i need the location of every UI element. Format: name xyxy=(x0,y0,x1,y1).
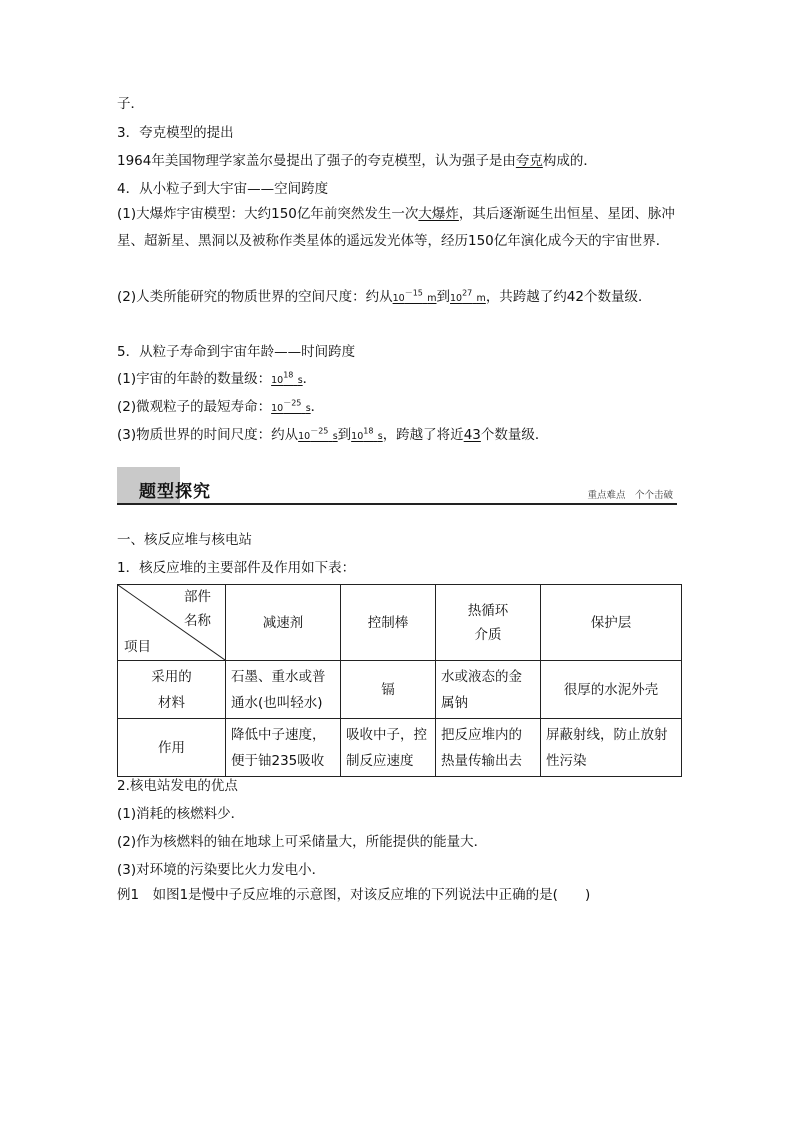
item-heading-3: 3．夸克模型的提出 xyxy=(117,125,234,141)
table-header-cell: 减速剂 xyxy=(226,585,341,661)
table-header-cell: 热循环 介质 xyxy=(436,585,541,661)
text-fragment: 构成的． xyxy=(542,153,597,169)
corner-label: 名称 xyxy=(184,613,211,629)
text-fragment: (1)大爆炸宇宙模型：大约150亿年前突然发生一次 xyxy=(117,206,419,222)
text-fragment: ． xyxy=(302,371,317,387)
text-fragment: ，其后逐渐诞生出恒星、星团、脉冲星、超新星、黑洞以及被称作类星体的遥远发光体等，经历150亿年演化成今天的宇宙世界． xyxy=(117,206,675,249)
fill-blank: $10^{27}$ m xyxy=(449,288,486,304)
text-fragment: 1964年美国物理学家盖尔曼提出了强子的夸克模型，认为强子是由 xyxy=(117,153,516,169)
table-header-row xyxy=(118,585,682,661)
table-row-label: 采用的 材料 xyxy=(118,661,226,719)
table-row-label: 作用 xyxy=(118,719,226,777)
item-heading-4: 4．从小粒子到大宇宙——空间跨度 xyxy=(117,181,329,197)
table-corner-cell xyxy=(118,585,226,661)
text-fragment: (3)物质世界的时间尺度：约从 xyxy=(117,427,299,443)
table-cell: 水或液态的金属钠 xyxy=(436,661,541,719)
corner-label: 项目 xyxy=(124,639,151,655)
fill-blank: $10^{-25}$ s xyxy=(271,398,311,414)
fill-blank: $10^{-25}$ s xyxy=(298,426,338,442)
part-heading: 一、核反应堆与核电站 xyxy=(117,532,252,548)
paragraph-space-scale xyxy=(117,284,682,312)
text-line xyxy=(117,398,324,418)
corner-label: 部件 xyxy=(184,589,211,605)
text-fragment: (1)宇宙的年龄的数量级： xyxy=(117,371,272,387)
table-row xyxy=(118,661,682,719)
section-header xyxy=(117,467,677,505)
table-cell: 吸收中子，控制反应速度 xyxy=(341,719,436,777)
fill-blank: 大爆炸 xyxy=(418,206,459,222)
text-line: (1)消耗的核燃料少． xyxy=(117,806,245,822)
table-cell: 把反应堆内的热量传输出去 xyxy=(436,719,541,777)
table-cell: 降低中子速度，便于铀235吸收 xyxy=(226,719,341,777)
text-line: 子． xyxy=(117,96,144,112)
section-tag: 重点难点 个个击破 xyxy=(587,490,673,501)
text-fragment: ，跨越了将近 xyxy=(382,427,464,443)
text-fragment: 到 xyxy=(436,289,450,305)
text-line: 1．核反应堆的主要部件及作用如下表： xyxy=(117,560,356,576)
item-heading-5: 5．从粒子寿命到宇宙年龄——时间跨度 xyxy=(117,344,356,360)
text-fragment: (2)微观粒子的最短寿命： xyxy=(117,399,272,415)
table-cell: 石墨、重水或普通水(也叫轻水) xyxy=(226,661,341,719)
text-line xyxy=(117,370,316,390)
fill-blank: 43 xyxy=(463,427,481,443)
item-heading-2: 2.核电站发电的优点 xyxy=(117,778,238,794)
section-rule xyxy=(117,503,677,505)
text-line xyxy=(117,152,597,170)
table-cell: 屏蔽射线，防止放射性污染 xyxy=(541,719,682,777)
example-question: 例1 如图1是慢中子反应堆的示意图，对该反应堆的下列说法中正确的是( ) xyxy=(117,887,591,903)
text-line: (2)作为核燃料的铀在地球上可采储量大，所能提供的能量大． xyxy=(117,834,488,850)
fill-blank: $10^{-15}$ m xyxy=(392,288,437,304)
text-fragment: (2)人类所能研究的物质世界的空间尺度：约从 xyxy=(117,289,393,305)
fill-blank: 夸克 xyxy=(515,153,543,169)
fill-blank: $10^{18}$ s xyxy=(351,426,383,442)
text-fragment: 到 xyxy=(337,427,352,443)
text-line xyxy=(117,426,548,446)
text-line: (3)对环境的污染要比火力发电小． xyxy=(117,862,326,878)
text-fragment: ，共跨越了约42个数量级． xyxy=(485,289,652,305)
table-cell: 镉 xyxy=(341,661,436,719)
table-header-cell: 控制棒 xyxy=(341,585,436,661)
table-header-cell: 保护层 xyxy=(541,585,682,661)
text-fragment: 个数量级． xyxy=(480,427,549,443)
table-cell: 很厚的水泥外壳 xyxy=(541,661,682,719)
reactor-components-table xyxy=(117,584,682,777)
section-title: 题型探究 xyxy=(139,482,211,502)
table-row xyxy=(118,719,682,777)
paragraph-big-bang xyxy=(117,201,682,255)
text-fragment: ． xyxy=(310,399,325,415)
fill-blank: $10^{18}$ s xyxy=(271,370,303,386)
